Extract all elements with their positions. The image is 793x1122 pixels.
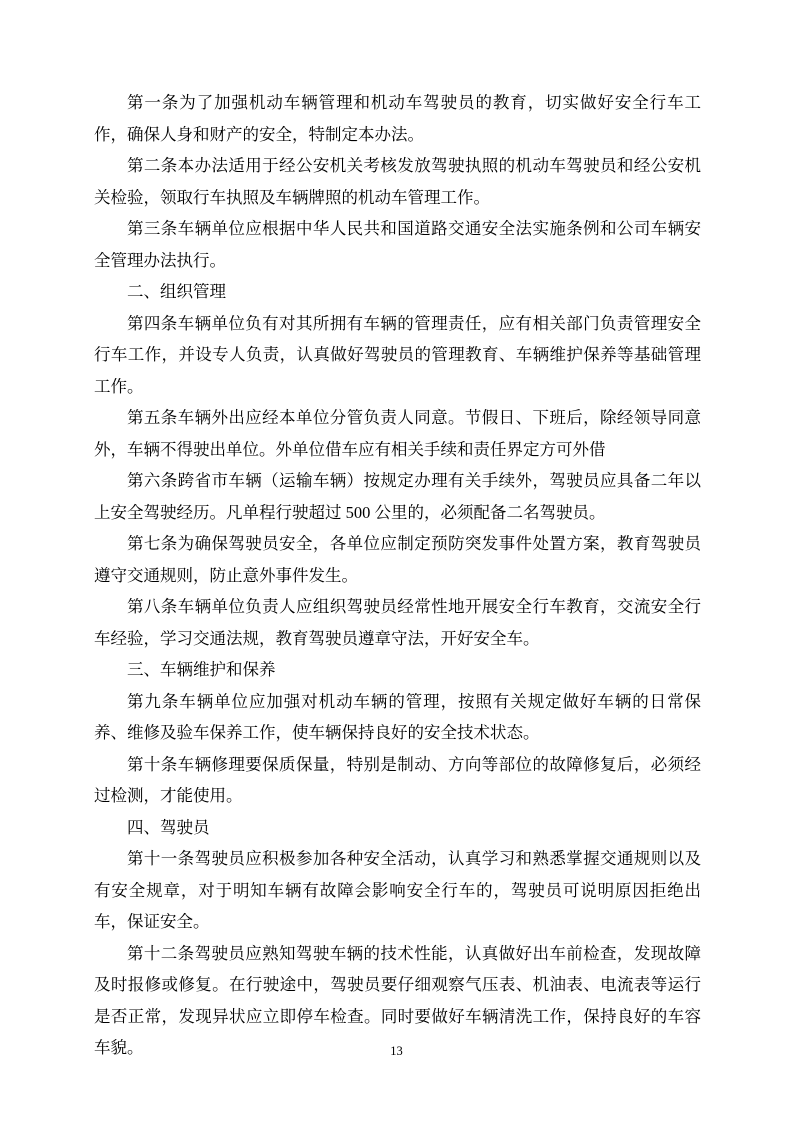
document-body (94, 87, 701, 1064)
paragraph: 第十条车辆修理要保质保量，特别是制动、方向等部位的故障修复后，必须经过检测，才能使用。 (94, 754, 701, 805)
paragraph: 第二条本办法适用于经公安机关考核发放驾驶执照的机动车驾驶员和经公安机关检验，领取行车执照及车辆牌照的机动车管理工作。 (94, 156, 701, 207)
paragraph: 第九条车辆单位应加强对机动车辆的管理，按照有关规定做好车辆的日常保养、维修及验车保养工作，使车辆保持良好的安全技术状态。 (94, 691, 701, 742)
paragraph: 第八条车辆单位负责人应组织驾驶员经常性地开展安全行车教育，交流安全行车经验，学习交通法规，教育驾驶员遵章守法，开好安全车。 (94, 597, 701, 648)
paragraph: 第三条车辆单位应根据中华人民共和国道路交通安全法实施条例和公司车辆安全管理办法执行。 (94, 219, 701, 270)
paragraph: 二、组织管理 (127, 282, 226, 301)
paragraph: 四、驾驶员 (127, 817, 210, 837)
paragraph: 第六条跨省市车辆（运输车辆）按规定办理有关手续外，驾驶员应具备二年以上安全驾驶经历。凡单程行驶超过 500 公里的，必须配备二名驾驶员。 (94, 471, 701, 522)
paragraph: 第四条车辆单位负有对其所拥有车辆的管理责任，应有相关部门负责管理安全行车工作，并设专人负责，认真做好驾驶员的管理教育、车辆维护保养等基础管理工作。 (94, 313, 701, 396)
page-number: 13 (390, 1044, 403, 1058)
paragraph: 三、车辆维护和保养 (127, 660, 276, 679)
paragraph: 第七条为确保驾驶员安全，各单位应制定预防突发事件处置方案，教育驾驶员遵守交通规则，防止意外事件发生。 (94, 534, 701, 585)
paragraph: 第十二条驾驶员应熟知驾驶车辆的技术性能，认真做好出车前检查，发现故障及时报修或修复。在行驶途中，驾驶员要仔细观察气压表、机油表、电流表等运行是否正常，发现异状应立即停车检查。同时要做好车辆清洗工作，保持良好的车容车貌。 (94, 943, 701, 1057)
paragraph: 第五条车辆外出应经本单位分管负责人同意。节假日、下班后，除经领导同意外，车辆不得驶出单位。外单位借车应有相关手续和责任界定方可外借 (94, 408, 701, 459)
paragraph: 第一条为了加强机动车辆管理和机动车驾驶员的教育，切实做好安全行车工作，确保人身和财产的安全，特制定本办法。 (94, 93, 701, 144)
paragraph: 第十一条驾驶员应积极参加各种安全活动，认真学习和熟悉掌握交通规则以及有安全规章，对于明知车辆有故障会影响安全行车的，驾驶员可说明原因拒绝出车，保证安全。 (94, 849, 701, 931)
